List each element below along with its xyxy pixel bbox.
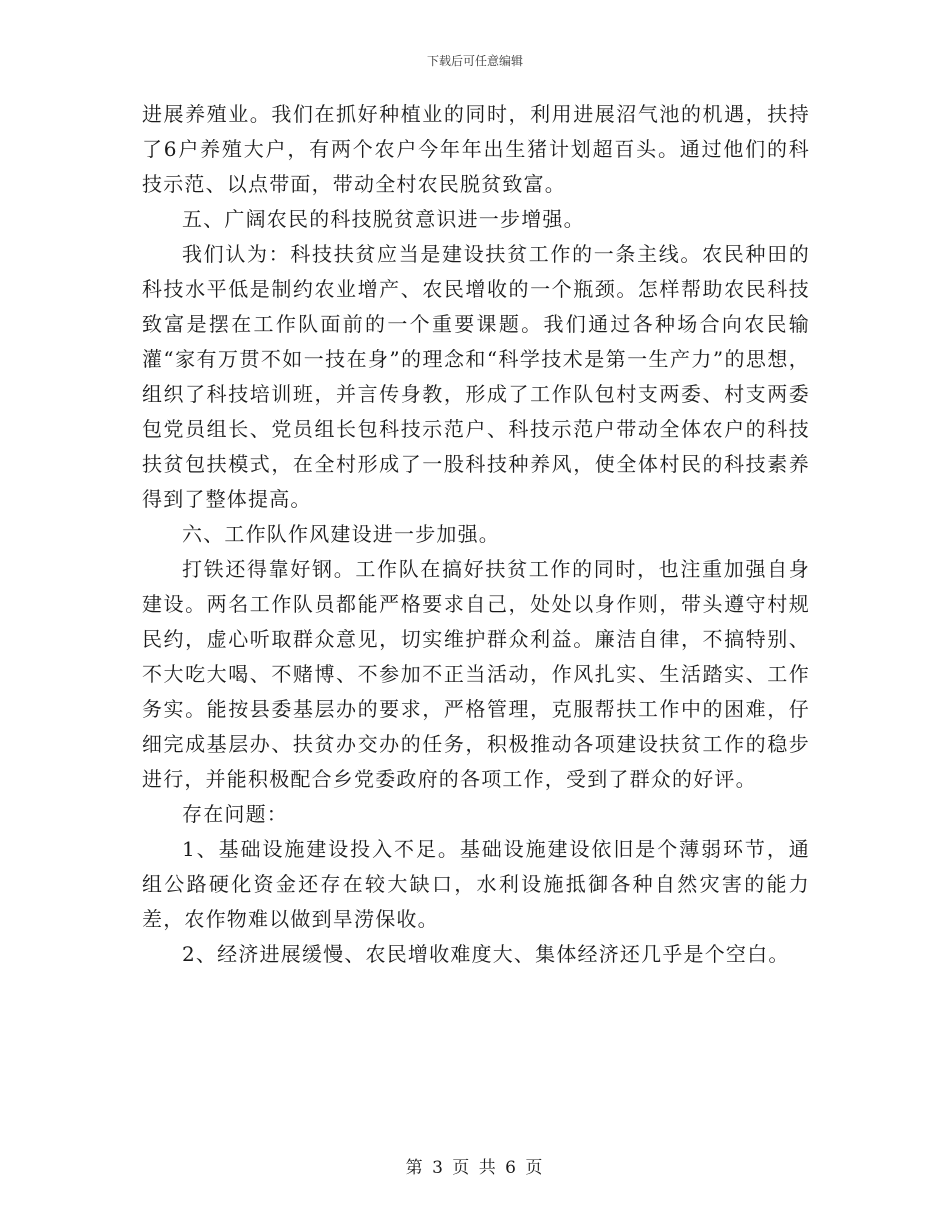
problem-item-1: 1、基础设施建设投入不足。基础设施建设依旧是个薄弱环节，通组公路硬化资金还存在较大缺口，水利设施抵御各种自然灾害的能力差，农作物难以做到旱涝保收。 [142, 837, 810, 931]
problem-item-2: 2、经济进展缓慢、农民增收难度大、集体经济还几乎是个空白。 [182, 942, 790, 966]
paragraph-5: 打铁还得靠好钢。工作队在搞好扶贫工作的同时，也注重加强自身建设。两名工作队员都能严格要求自己，处处以身作则，带头遵守村规民约，虚心听取群众意见，切实维护群众利益。廉洁自律，不搞特别、不大吃大喝、不赌博、不参加不正当活动，作风扎实、生活踏实、工作务实。能按县委基层办的要求，严格管理，克服帮扶工作中的困难，仔细完成基层办、扶贫办交办的任务，积极推动各项建设扶贫工作的稳步进行，并能积极配合乡党委政府的各项工作，受到了群众的好评。 [142, 557, 810, 791]
paragraph-1: 进展养殖业。我们在抓好种植业的同时，利用进展沼气池的机遇，扶持了6户养殖大户，有两个农户今年年出生猪计划超百头。通过他们的科技示范、以点带面，带动全村农民脱贫致富。 [142, 102, 810, 196]
paragraph-3: 我们认为：科技扶贫应当是建设扶贫工作的一条主线。农民种田的科技水平低是制约农业增产、农民增收的一个瓶颈。怎样帮助农民科技致富是摆在工作队面前的一个重要课题。我们通过各种场合向农民输灌“家有万贯不如一技在身”的理念和“科学技术是第一生产力”的思想，组织了科技培训班，并言传身教，形成了工作队包村支两委、村支两委包党员组长、党员组长包科技示范户、科技示范户带动全体农户的科技扶贫包扶模式，在全村形成了一股科技种养风，使全体村民的科技素养得到了整体提高。 [142, 242, 810, 511]
page-header-note: 下载后可任意编辑 [426, 54, 523, 68]
document-body [142, 97, 810, 972]
section-heading-6: 六、工作队作风建设进一步加强。 [182, 522, 500, 546]
section-heading-5: 五、广阔农民的科技脱贫意识进一步增强。 [182, 207, 585, 231]
page-number-footer: 第 3 页 共 6 页 [405, 1158, 545, 1178]
problems-heading: 存在问题： [182, 802, 288, 826]
